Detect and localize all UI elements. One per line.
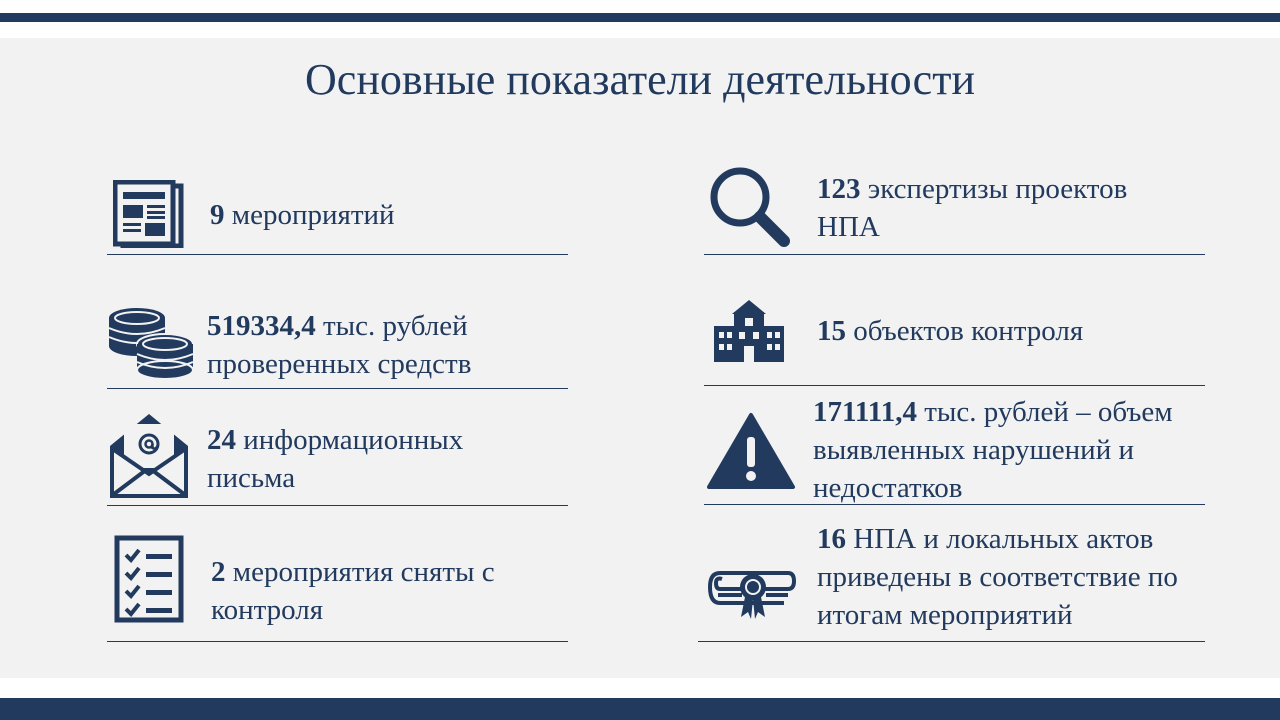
divider [704,504,1205,505]
indicator-violations: 171111,4 тыс. рублей – объем выявленных нарушений и недостатков [813,396,1173,504]
divider [698,641,1205,642]
school-building-icon [712,298,786,362]
page-title: Основные показатели деятельности [305,55,975,104]
indicator-checked-funds: 519334,4 тыс. рублей проверенных средств [207,310,472,380]
divider [704,254,1205,255]
indicator-legal-acts: 16 НПА и локальных актов приведены в соответствие по итогам мероприятий [817,523,1178,631]
indicator-info-letters: 24 информационных письма [207,424,464,494]
divider [107,505,568,506]
bottom-bar [0,698,1280,720]
magnifier-icon [708,165,790,247]
indicator-control-objects: 15 объектов контроля [817,315,1084,347]
divider [107,641,568,642]
indicator-removed-from-control: 2 мероприятия сняты с контроля [211,556,495,626]
coins-icon [107,306,195,380]
top-bar [0,13,1280,22]
checklist-icon [114,535,184,623]
newspaper-icon [113,180,185,248]
diploma-scroll-icon [708,567,796,621]
divider [107,254,568,255]
divider [704,385,1205,386]
indicator-expertise: 123 экспертизы проектов НПА [817,173,1128,243]
warning-icon [706,411,796,491]
email-envelope-icon [108,410,190,500]
divider [107,388,568,389]
indicator-events: 9 мероприятий [210,199,395,231]
